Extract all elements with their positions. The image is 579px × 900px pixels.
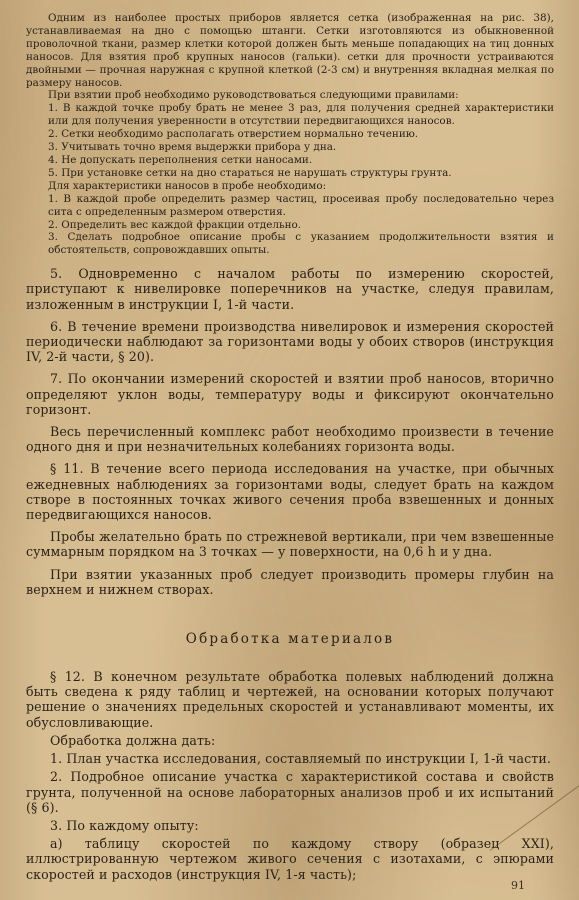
paragraph-must: Обработка должна дать: [50,732,216,748]
paragraph-11: § 11. В течение всего периода исследования на участке, при обычных ежедневных наблюдениях за горизонтами воды, следует брать на каждом створе в постоянных точках живого сечения проба взвешенных и донных передвигающихся наносов. [26,461,554,523]
paragraph-5: 5. Одновременно с началом работы по измерению скоростей, приступают к нивелировке поперечников на участке, следуя правилам, изложенным в инструкции I, 1-й части. [26,266,554,312]
rule-item: 3. Учитывать точно время выдержки прибора у дна. [48,141,337,154]
paragraph-soundings: При взятии указанных проб следует производить промеры глубин на верхнем и нижнем створах. [26,566,554,597]
rule-item: 1. В каждой точке пробу брать не менее 3 раз, для получения средней характеристики или для получения уверенности в отсутствии передвигающихся наносов. [48,102,554,128]
section-heading: Обработка материалов [185,631,395,648]
processing-item-1: 1. План участка исследования, составляемый по инструкции I, 1-й части. [50,751,551,767]
rule-item: 5. При установке сетки на дно стараться не нарушать структуры грунта. [48,166,452,179]
paragraph-needs-intro: Для характеристики наносов в пробе необходимо: [48,179,327,192]
small-print-block [26,12,554,257]
need-item: 3. Сделать подробное описание пробы с указанием продолжительности взятия и обстоятельств, сопровождавших опыты. [48,231,554,257]
paragraph-rules-intro: При взятии проб необходимо руководствоваться следующими правилами: [48,89,459,102]
processing-item-3: 3. По каждому опыту: [50,817,199,833]
paragraph-7: 7. По окончании измерений скоростей и взятии проб наносов, вторично определяют уклон воды, температуру воды и фиксируют окончательно горизонт. [26,371,554,417]
processing-item-2: 2. Подробное описание участка с характеристикой состава и свойств грунта, полученной на основе лабораторных анализов проб и их испытаний (§ 6). [26,769,554,815]
page-number: 91 [511,879,525,892]
need-item: 1. В каждой пробе определить размер частиц, просеивая пробу последовательно через сита с определенным размером отверстия. [48,192,554,218]
rule-item: 4. Не допускать переполнения сетки наносами. [48,153,313,166]
paragraph-net-device: Одним из наиболее простых приборов является сетка (изображенная на рис. 38), устанавливаемая на дно с помощью штанги. Сетки изготовляются из обыкновенной проволочной ткани, размер клетки которой должен быть меньше попадающих на тиц донных наносов. Для взятия проб крупных наносов (гальки). сетки для прочности устраиваются двойными — прочная наружная с крупной клеткой (2-3 см) и внутренняя вкладная мелкая по размеру наносов. [26,12,554,89]
document-page [26,12,554,882]
processing-block [26,669,554,882]
processing-item-3a: а) таблицу скоростей по каждому створу (образец XXI), иллюстрированную чертежом живого сечения с изотахами, с эпюрами скоростей и расходов (инструкция IV, 1-я часть); [26,836,554,882]
paragraph-samples: Пробы желательно брать по стрежневой вертикали, при чем взвешенные суммарным порядком на 3 точках — у поверхности, на 0,6 h и у дна. [26,529,554,560]
paragraph-12: § 12. В конечном результате обработка полевых наблюдений должна быть сведена к ряду таблиц и чертежей, на основании которых получают решение о значениях предельных скоростей и устанавливают моменты, их обусловливающие. [26,669,554,730]
paragraph-6: 6. В течение времени производства нивелировок и измерения скоростей периодически наблюдают за горизонтами воды у обоих створов (инструкция IV, 2-й части, § 20). [26,318,554,365]
main-text-block [26,266,554,597]
rule-item: 2. Сетки необходимо располагать отверстием нормально течению. [48,128,419,141]
paragraph-complex: Весь перечисленный комплекс работ необходимо произвести в течение одного дня и при незначительных колебаниях горизонта воды. [26,424,554,455]
need-item: 2. Определить вес каждой фракции отдельно. [48,218,302,231]
